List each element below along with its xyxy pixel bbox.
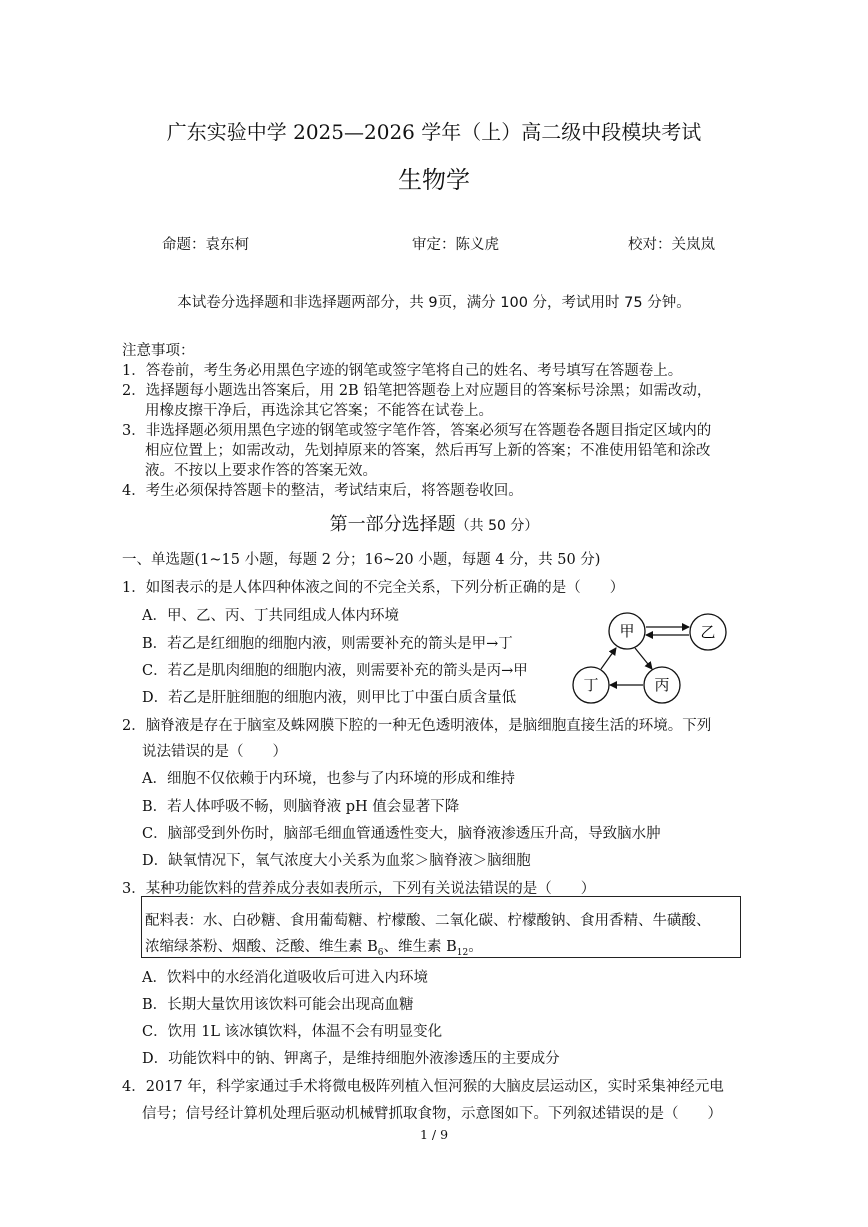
ingredient-line2-end: 。 [468, 939, 483, 955]
q2-stem-line1: 2．脑脊液是存在于脑室及蛛网膜下腔的一种无色透明液体，是脑细胞直接生活的环境。下列 [122, 718, 712, 734]
arrow-jia-to-bing [635, 648, 652, 669]
reviewer: 审定：陈义虎 [412, 237, 499, 253]
q3-option-b: B．长期大量饮用该饮料可能会出现高血糖 [142, 997, 414, 1013]
setter: 命题：袁东柯 [162, 237, 249, 253]
q2-option-a: A．细胞不仅依赖于内环境，也参与了内环境的形成和维持 [142, 771, 515, 787]
node-bing-label: 丙 [654, 676, 670, 694]
exam-summary: 本试卷分选择题和非选择题两部分，共 9页，满分 100 分，考试用时 75 分钟。 [177, 295, 691, 311]
q1-diagram [565, 604, 735, 708]
q1-option-c: C．若乙是肌肉细胞的细胞内液，则需要补充的箭头是丙→甲 [142, 663, 528, 679]
notes-heading: 注意事项： [122, 343, 195, 359]
note-line: 相应位置上；如需改动，先划掉原来的答案，然后再写上新的答案；不准使用铅笔和涂改 [145, 443, 711, 459]
ingredient-line2 [145, 935, 483, 958]
note-line: 4．考生必须保持答题卡的整洁，考试结束后，将答题卷收回。 [122, 483, 523, 499]
q3-option-a: A．饮料中的水经消化道吸收后可进入内环境 [142, 970, 428, 986]
exam-title: 广东实验中学 2025—2026 学年（上）高二级中段模块考试 [166, 120, 702, 144]
arrow-ding-to-jia [601, 648, 616, 669]
part1-title [0, 510, 868, 536]
note-line: 3．非选择题必须用黑色字迹的钢笔或签字笔作答，答案必须写在答题卷各题目指定区域内的 [122, 423, 712, 439]
q3-option-c: C．饮用 1L 该冰镇饮料，体温不会有明显变化 [142, 1024, 443, 1040]
subscript-b12: 12 [456, 947, 469, 958]
note-line: 液。不按以上要求作答的答案无效。 [145, 463, 377, 479]
q2-option-d: D．缺氧情况下，氧气浓度大小关系为血浆＞脑脊液＞脑细胞 [142, 853, 531, 869]
q1-stem: 1．如图表示的是人体四种体液之间的不完全关系，下列分析正确的是（ ） [122, 580, 625, 596]
note-line: 2．选择题每小题选出答案后，用 2B 铅笔把答题卷上对应题目的答案标号涂黑；如需改动， [122, 383, 712, 399]
q1-option-d: D．若乙是肝脏细胞的细胞内液，则甲比丁中蛋白质含量低 [142, 690, 517, 706]
part1-score: （共 50 分） [455, 518, 539, 534]
node-yi-label: 乙 [700, 623, 716, 641]
q1-option-a: A．甲、乙、丙、丁共同组成人体内环境 [142, 608, 399, 624]
ingredient-line2-mid: 、维生素 B [383, 939, 457, 955]
q3-stem: 3．某种功能饮料的营养成分表如表所示，下列有关说法错误的是（ ） [122, 881, 596, 897]
q4-stem-line2: 信号；信号经计算机处理后驱动机械臂抓取食物，示意图如下。下列叙述错误的是（ ） [142, 1106, 722, 1122]
note-line: 1．答卷前，考生务必用黑色字迹的钢笔或签字笔将自己的姓名、考号填写在答题卷上。 [122, 363, 683, 379]
note-line: 用橡皮擦干净后，再选涂其它答案；不能答在试卷上。 [145, 403, 493, 419]
node-jia-label: 甲 [619, 622, 635, 640]
subscript-b6: 6 [377, 947, 384, 958]
q3-option-d: D．功能饮料中的钠、钾离子，是维持细胞外液渗透压的主要成分 [142, 1051, 560, 1067]
q2-option-b: B．若人体呼吸不畅，则脑脊液 pH 值会显著下降 [142, 799, 460, 815]
q4-stem-line1: 4．2017 年，科学家通过手术将微电极阵列植入恒河猴的大脑皮层运动区，实时采集神经元电 [122, 1079, 724, 1095]
ingredient-line2-text: 浓缩绿茶粉、烟酸、泛酸、维生素 B [145, 939, 378, 955]
node-ding-label: 丁 [583, 676, 599, 694]
section-heading: 一、单选题(1~15 小题，每题 2 分；16~20 小题，每题 4 分，共 50 分) [122, 552, 601, 568]
q2-option-c: C．脑部受到外伤时，脑部毛细血管通透性变大，脑脊液渗透压升高，导致脑水肿 [142, 826, 661, 842]
page-number: 1 / 9 [419, 1127, 449, 1142]
ingredient-line1: 配料表：水、白砂糖、食用葡萄糖、柠檬酸、二氧化碳、柠檬酸钠、食用香精、牛磺酸、 [145, 913, 711, 929]
q1-option-b: B．若乙是红细胞的细胞内液，则需要补充的箭头是甲→丁 [142, 636, 513, 652]
q2-stem-line2: 说法错误的是（ ） [142, 744, 287, 760]
part1-title-text: 第一部分选择题 [329, 514, 456, 535]
proofreader: 校对：关岚岚 [628, 237, 715, 253]
subject-title: 生物学 [398, 166, 470, 194]
